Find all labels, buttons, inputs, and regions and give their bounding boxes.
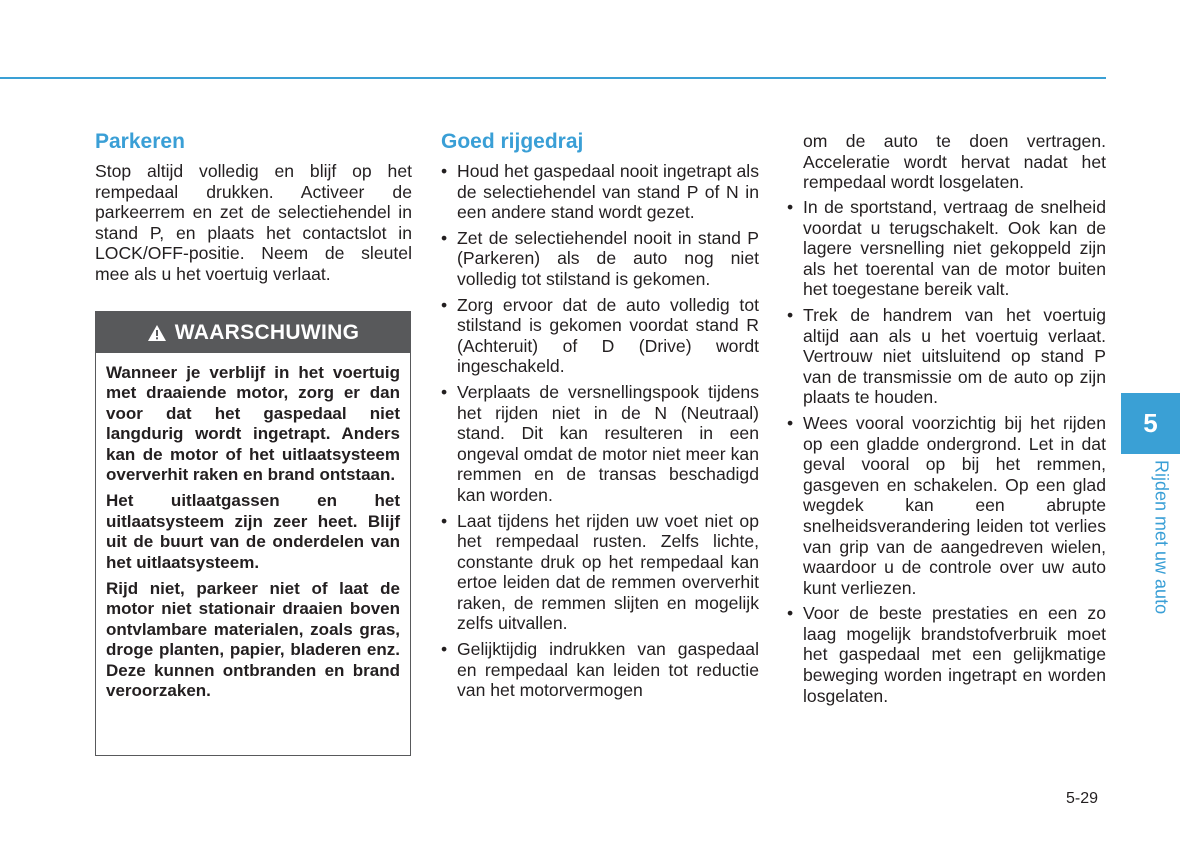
- list-item: • In de sportstand, vertraag de snelheid voordat u terugschakelt. Ook kan de lagere versnelling niet gekoppeld zijn als het toerental van de motor buiten het toegestane bereik valt.: [787, 197, 1106, 300]
- warning-paragraph: Rijd niet, parkeer niet of laat de motor niet stationair draaien boven ontvlambare materialen, zoals gras, droge planten, papier, bladeren enz. Deze kunnen ontbranden en brand veroorzaken.: [106, 579, 400, 701]
- top-rule: [0, 77, 1106, 79]
- parkeren-paragraph: Stop altijd volledig en blijf op het rempedaal drukken. Activeer de parkeerrem en zet de selectiehendel in stand P, en plaats het contactslot in LOCK/OFF-positie. Neem de sleutel mee als u het voertuig verlaat.: [95, 161, 412, 284]
- continued-paragraph: om de auto te doen vertragen. Acceleratie wordt hervat nadat het rempedaal wordt losgelaten.: [803, 131, 1106, 193]
- warning-paragraph: Het uitlaatgassen en het uitlaatsysteem zijn zeer heet. Blijf uit de buurt van de onderdelen van het uitlaatsysteem.: [106, 491, 400, 572]
- list-item: • Verplaats de versnellingspook tijdens het rijden niet in de N (Neutraal) stand. Dit kan resulteren in een ongeval omdat de motor niet meer kan remmen en de transas beschadigd kan worden.: [441, 381, 759, 505]
- list-item: • Trek de handrem van het voertuig altijd aan als u het voertuig verlaat. Vertrouw niet uitsluitend op stand P van de transmissie om de auto op zijn plaats te houden.: [787, 304, 1106, 408]
- middle-bullet-list: [441, 161, 759, 706]
- section-heading-goed-rijgedraj: Goed rijgedraj: [441, 130, 584, 153]
- list-item: • Gelijktijdig indrukken van gaspedaal en rempedaal kan leiden tot reductie van het motorvermogen: [441, 639, 759, 701]
- page-number: 5-29: [1066, 790, 1099, 807]
- warning-title: WAARSCHUWING: [174, 320, 360, 344]
- list-item: • Wees vooral voorzichtig bij het rijden op een gladde ondergrond. Let in dat geval vooral op bij het remmen, gasgeven en schakelen. Op een glad wegdek kan een abrupte snelheidsverandering leiden tot verlies van grip van de aangedreven wielen, waardoor u de controle over uw auto kunt verliezen.: [787, 412, 1106, 598]
- right-bullet-list: [787, 197, 1106, 711]
- warning-body: [96, 353, 410, 702]
- warning-header: [96, 312, 410, 353]
- warning-box: [95, 311, 411, 756]
- list-item: • Zorg ervoor dat de auto volledig tot stilstand is gekomen voordat stand R (Achteruit) of D (Drive) wordt ingeschakeld.: [441, 294, 759, 377]
- chapter-number-tab: 5: [1121, 393, 1180, 454]
- warning-triangle-icon: [147, 324, 167, 342]
- warning-paragraph: Wanneer je verblijf in het voertuig met draaiende motor, zorg er dan voor dat het gaspedaal niet langdurig wordt ingetrapt. Anders kan de motor of het uitlaatsysteem oververhit raken en brand ontstaan.: [106, 363, 400, 485]
- chapter-title: Rijden met uw auto: [1151, 460, 1172, 615]
- list-item: • Voor de beste prestaties en een zo laag mogelijk brandstofverbruik moet het gaspedaal met een gelijkmatige beweging worden ingetrapt en worden losgelaten.: [787, 603, 1106, 706]
- list-item: • Zet de selectiehendel nooit in stand P (Parkeren) als de auto nog niet volledig tot stilstand is gekomen.: [441, 227, 759, 289]
- section-heading-parkeren: Parkeren: [95, 130, 185, 153]
- list-item: • Laat tijdens het rijden uw voet niet op het rempedaal rusten. Zelfs lichte, constante druk op het rempedaal kan ertoe leiden dat de remmen oververhit raken, de remmen slijten en mogelijk zelfs uitvallen.: [441, 510, 759, 634]
- list-item: • Houd het gaspedaal nooit ingetrapt als de selectiehendel van stand P of N in een andere stand wordt gezet.: [441, 161, 759, 223]
